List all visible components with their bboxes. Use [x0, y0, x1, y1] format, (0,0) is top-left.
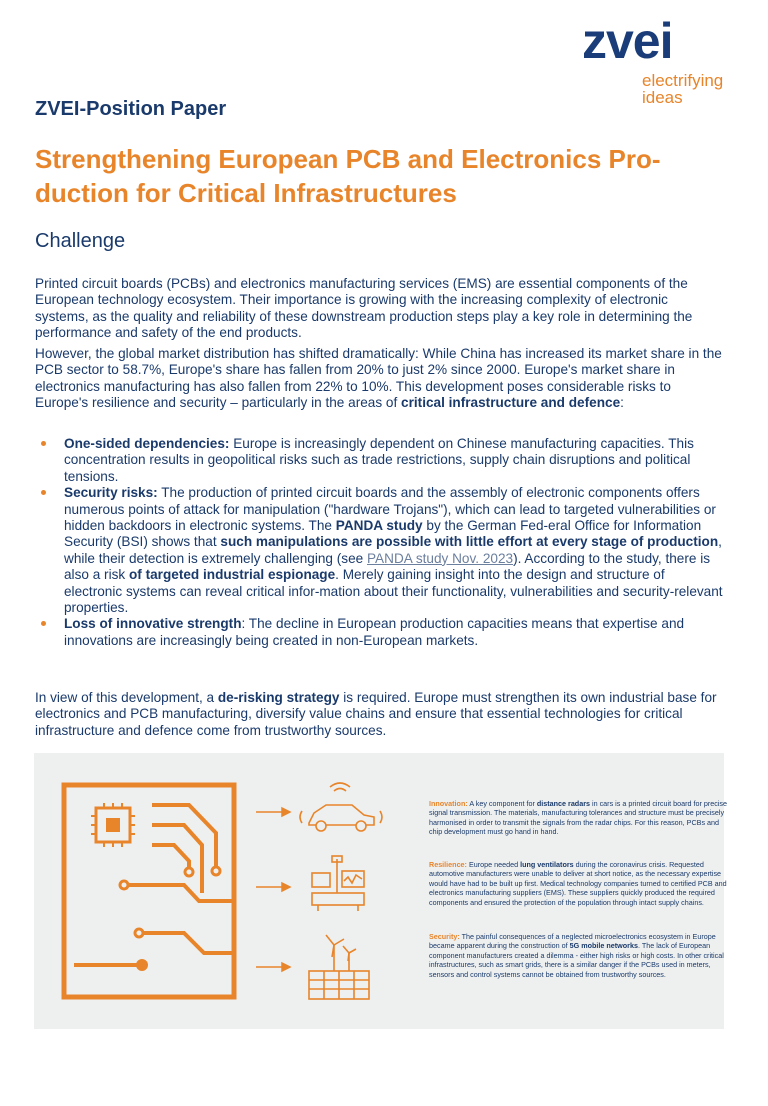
bullet-icon	[41, 490, 46, 495]
document-type: ZVEI-Position Paper	[35, 98, 227, 120]
wind-solar-icon	[309, 935, 369, 999]
section-heading: Challenge	[35, 230, 126, 252]
list-item: One-sided dependencies: Europe is increasingly dependent on Chinese manufacturing capacities. This concentration results in geopolitical risks such as trade restrictions, supply chain disruptions and political tensions.	[35, 436, 725, 485]
logo-wordmark: zvei	[582, 13, 673, 69]
security-text: Security: The painful consequences of a neglected microelectronics ecosystem in Europe became apparent during the construction of 5G mobile networks. The lack of European component manufacturers created a dilemma - either high risks or high costs. In other critical infrastructures, such as smart grids, there is a similar danger if the PCBs used in meters, sensors and control systems cannot be obtained from trustworthy sources.	[429, 932, 724, 979]
panda-study-link[interactable]: PANDA study Nov. 2023	[367, 550, 514, 566]
car-radar-icon	[300, 783, 382, 831]
ventilator-icon	[312, 856, 364, 911]
list-item: Loss of innovative strength: The decline in European production capacities means that expertise and innovations are increasingly being created in non-European markets.	[35, 616, 725, 649]
page-title: Strengthening European PCB and Electronics Pro-duction for Critical Infrastructures	[35, 144, 661, 208]
resilience-text: Resilience: Europe needed lung ventilators during the coronavirus crisis. Requested automotive manufacturers were unable to deliver at short notice, as the necessary expertise would have had to be built up first. Medical technology companies turned to certified PCB and electronics manufacturing suppliers (EMS). These suppliers quickly produced the required components and ensured the protection of the population through intact supply chains.	[429, 860, 727, 907]
logo-tagline: electrifying ideas	[642, 71, 724, 107]
intro-paragraph-1: Printed circuit boards (PCBs) and electronics manufacturing services (EMS) are essential components of the European technology ecosystem. Their importance is growing with the increasing complexity of electronic systems, as the quality and reliability of these downstream production steps play a key role in determining the performance and safety of the end products.	[35, 276, 693, 341]
risk-list	[35, 436, 725, 649]
list-item: Security risks: The production of printed circuit boards and the assembly of electronic components offers numerous points of attack for manipulation ("hardware Trojans"), which can lead to targeted vulnerabilities or hidden backdoors in electronic systems. The PANDA study by the German Fed-eral Office for Information Security (BSI) shows that such manipulations are possible with little effort at every stage of production, while their detection is extremely challenging (see PANDA study Nov. 2023). According to the study, there is also a risk of targeted industrial espionage. Merely gaining insight into the design and structure of electronic systems can reveal critical infor-mation about their functionality, vulnerabilities and security-relevant properties.	[35, 485, 725, 616]
intro-paragraph-2: However, the global market distribution has shifted dramatically: While China has increased its market share in the PCB sector to 58.7%, Europe's share has fallen from 20% to just 2% since 2000. Europe's market share in electronics manufacturing has also fallen from 22% to 10%. This development poses considerable risks to Europe's resilience and security – particularly in the areas of critical infrastructure and defence:	[35, 346, 722, 411]
infographic-panel	[34, 753, 728, 1029]
innovation-text: Innovation: A key component for distance radars in cars is a printed circuit board for precise signal transmission. The materials, manufacturing tolerances and structure must be precisely harmonised in order to transmit the signals from the radar chips. For this reason, PCBs and chip development must go hand in hand.	[429, 799, 728, 837]
arrow-icon	[256, 808, 290, 971]
bullet-icon	[41, 441, 46, 446]
pcb-board-icon	[64, 785, 234, 997]
closing-paragraph: In view of this development, a de-risking strategy is required. Europe must strengthen its own industrial base for electronics and PCB manufacturing, diversify value chains and ensure that essential technologies for critical infrastructure and defence come from trustworthy sources.	[35, 690, 717, 738]
bullet-icon	[41, 621, 46, 626]
